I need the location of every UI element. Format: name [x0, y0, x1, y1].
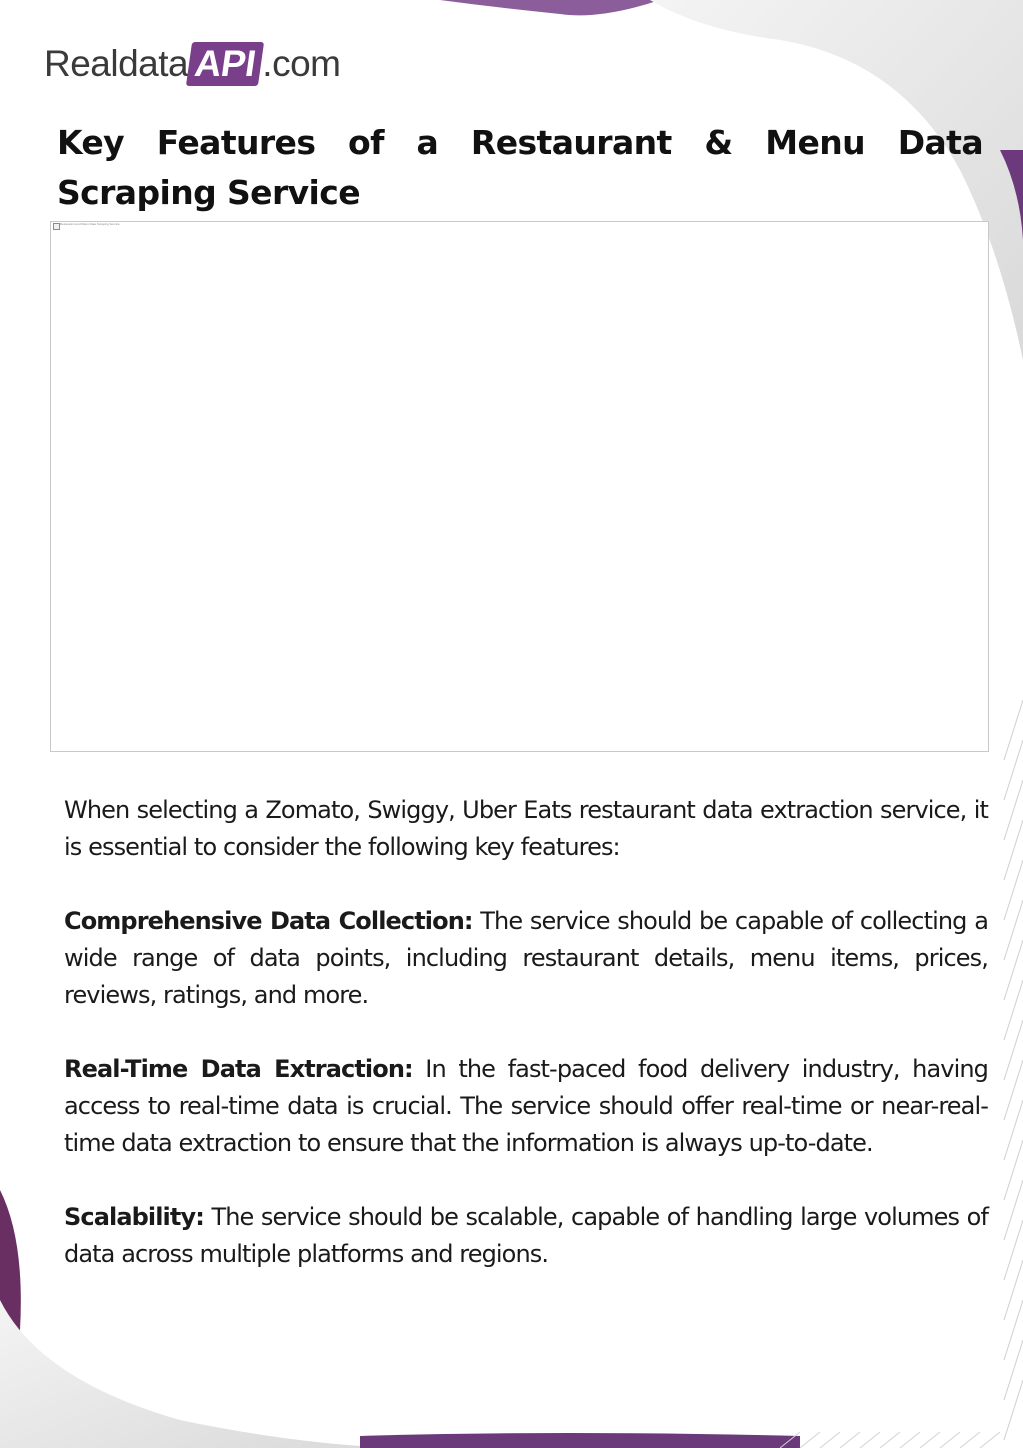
- logo-api-badge: API: [186, 42, 264, 86]
- feature-paragraph: [64, 903, 988, 1014]
- logo-prefix: Realdata: [44, 43, 189, 84]
- feature-paragraph: [64, 1051, 988, 1162]
- article-body: [64, 792, 988, 1273]
- broken-image-icon: [53, 223, 60, 230]
- feature-description: The service should be scalable, capable of handling large volumes of data across multiple platforms and regions.: [64, 1203, 988, 1268]
- feature-description: In the fast-paced food delivery industry, having access to real-time data is crucial. The service should offer real-time or near-real-time data extraction to ensure that the information is always up-to-date.: [64, 1055, 988, 1157]
- article-image-placeholder: [50, 221, 989, 752]
- feature-title: Comprehensive Data Collection:: [64, 907, 473, 935]
- page-title: Key Features of a Restaurant & Menu Data Scraping Service: [57, 123, 983, 212]
- image-alt-text: Restaurant and Menu Data Scraping Service: [60, 222, 120, 226]
- feature-paragraph: [64, 1199, 988, 1273]
- logo-suffix: .com: [262, 43, 341, 84]
- intro-paragraph: When selecting a Zomato, Swiggy, Uber Eats restaurant data extraction service, it is essential to consider the following key features:: [64, 796, 988, 861]
- feature-title: Scalability:: [64, 1203, 204, 1231]
- feature-description: The service should be capable of collecting a wide range of data points, including restaurant details, menu items, prices, reviews, ratings, and more.: [64, 907, 988, 1009]
- brand-logo: [44, 38, 340, 90]
- feature-title: Real-Time Data Extraction:: [64, 1055, 413, 1083]
